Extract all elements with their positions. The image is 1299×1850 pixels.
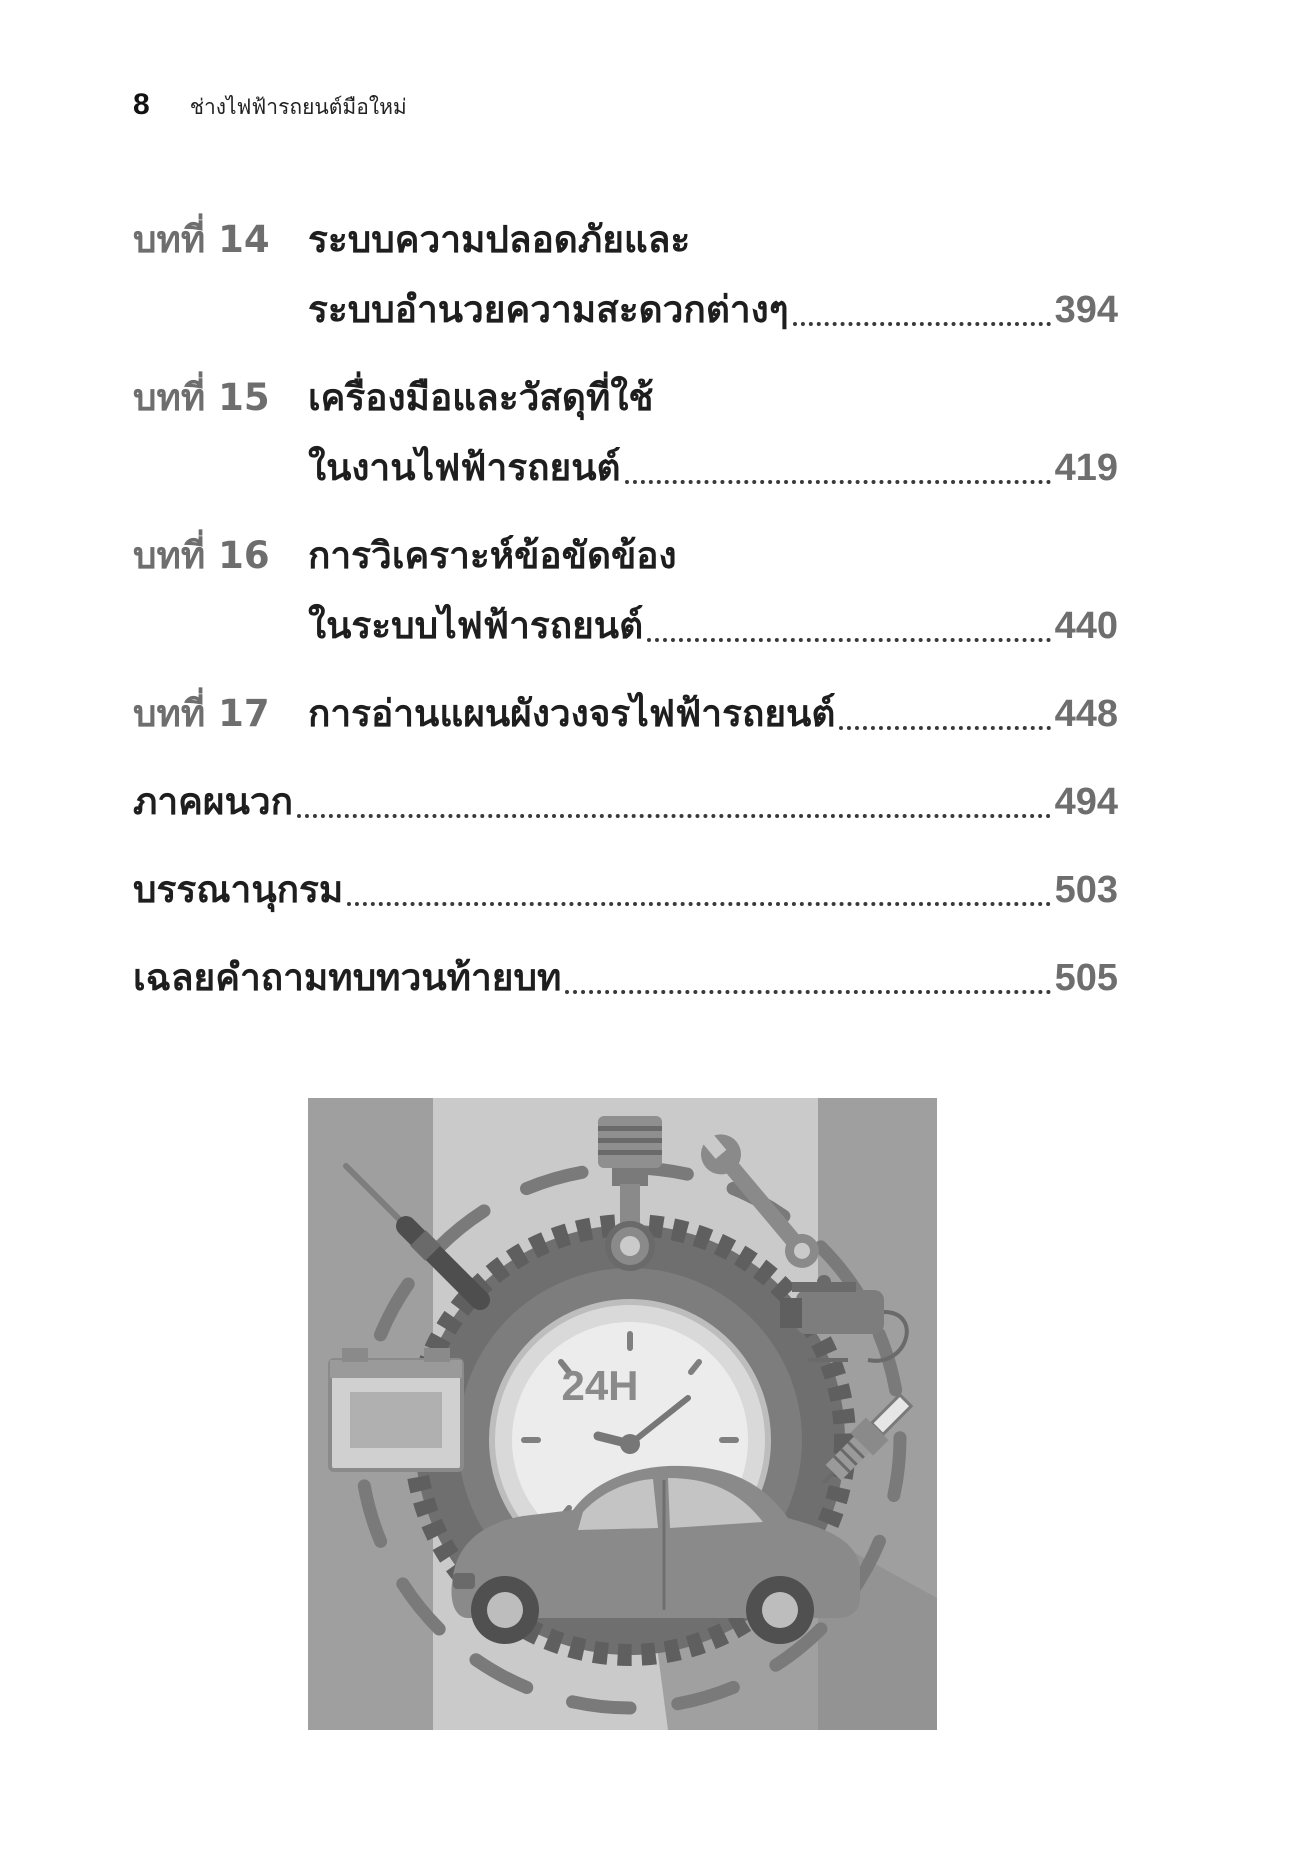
dot-leader	[565, 990, 1050, 994]
section-title: เฉลยคำถามทบทวนท้ายบท	[133, 956, 562, 999]
page-ref: 419	[1054, 447, 1118, 489]
battery-icon	[330, 1348, 462, 1470]
chapter-title-line1: การวิเคราะห์ข้อขัดข้อง	[308, 534, 677, 577]
toc-entry-chapter-17[interactable]	[133, 679, 1118, 749]
chapter-label: บทที่ 15	[133, 376, 270, 419]
dot-leader	[839, 726, 1050, 730]
chapter-label: บทที่ 16	[133, 534, 270, 577]
chapter-title-line2: ในระบบไฟฟ้ารถยนต์	[308, 604, 644, 647]
page-ref: 440	[1054, 605, 1118, 647]
clock-center	[620, 1434, 640, 1454]
illustration-svg	[308, 1098, 937, 1730]
toc-entry-chapter-15[interactable]	[133, 363, 1118, 503]
dot-leader	[793, 322, 1051, 326]
car-service-illustration	[308, 1098, 937, 1730]
page-ref: 505	[1054, 957, 1118, 999]
chapter-title-line2: ในงานไฟฟ้ารถยนต์	[308, 446, 621, 489]
table-of-contents	[133, 205, 1118, 1013]
toc-entry-answer-key[interactable]	[133, 943, 1118, 1013]
clock-label: 24H	[561, 1362, 639, 1409]
page-number: 8	[133, 88, 150, 121]
toc-entry-chapter-14[interactable]	[133, 205, 1118, 345]
page-ref: 494	[1054, 781, 1118, 823]
chapter-title-line2: ระบบอำนวยความสะดวกต่างๆ	[308, 288, 789, 331]
chapter-label: บทที่ 14	[133, 218, 270, 261]
book-title: ช่างไฟฟ้ารถยนต์มือใหม่	[189, 95, 407, 119]
dot-leader	[625, 480, 1051, 484]
toc-entry-bibliography[interactable]	[133, 855, 1118, 925]
section-title: ภาคผนวก	[133, 780, 294, 823]
chapter-title-line1: เครื่องมือและวัสดุที่ใช้	[308, 376, 654, 419]
chapter-title-line1: ระบบความปลอดภัยและ	[308, 218, 691, 261]
page-ref: 503	[1054, 869, 1118, 911]
page-header	[133, 88, 407, 124]
page-ref: 394	[1054, 289, 1118, 331]
section-title: บรรณานุกรม	[133, 868, 344, 911]
dot-leader	[297, 814, 1051, 818]
chapter-title: การอ่านแผนผังวงจรไฟฟ้ารถยนต์	[308, 692, 836, 735]
page-ref: 448	[1054, 693, 1118, 735]
toc-entry-chapter-16[interactable]	[133, 521, 1118, 661]
toc-entry-appendix[interactable]	[133, 767, 1118, 837]
chapter-label: บทที่ 17	[133, 692, 270, 735]
dot-leader	[647, 638, 1050, 642]
dot-leader	[347, 902, 1050, 906]
